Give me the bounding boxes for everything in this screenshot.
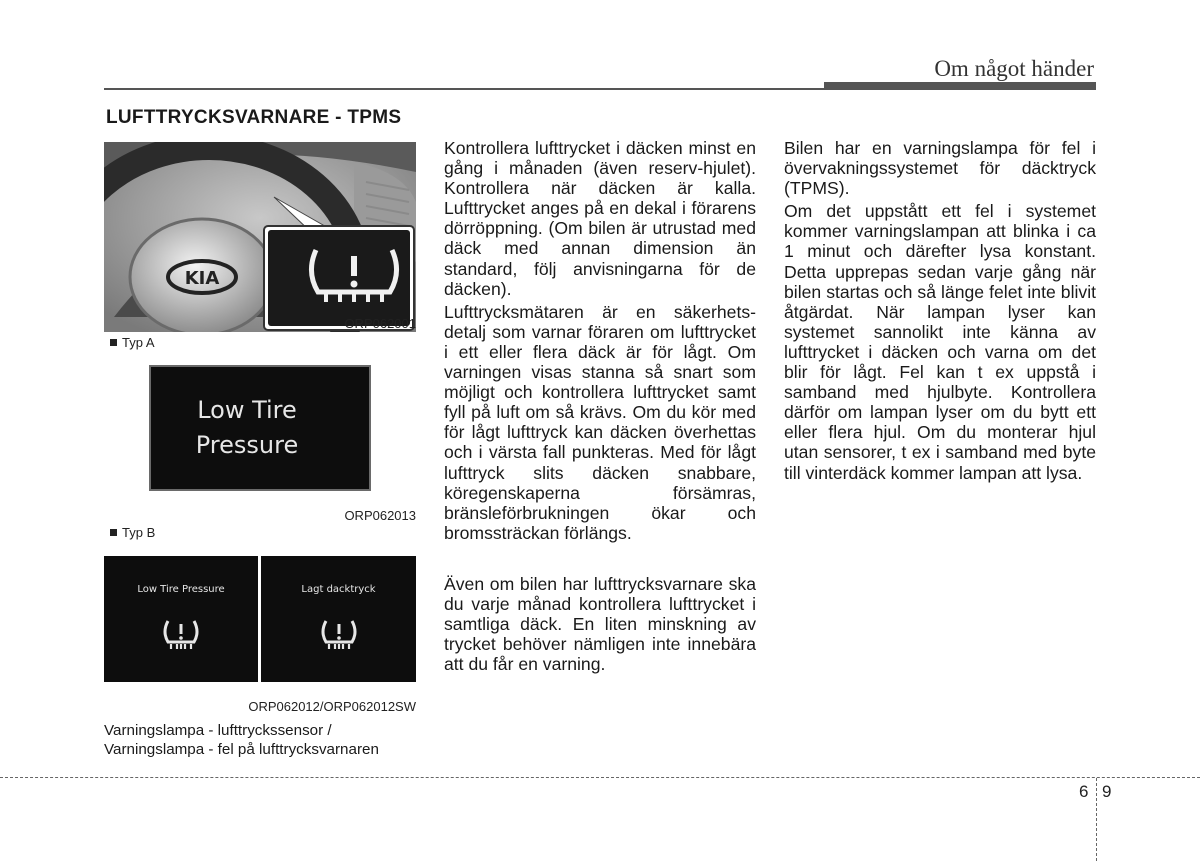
figure-caption: Varningslampa - lufttryckssensor / Varningslampa - fel på lufttrycksvarnaren (104, 722, 379, 758)
bullet-square-icon (110, 529, 117, 536)
display-swedish (261, 556, 416, 682)
type-a-label: Typ A (110, 335, 155, 350)
paragraph: Kontrollera lufttrycket i däcken minst en gång i månaden (även reserv-hjulet). Kontrollera när däcken är kalla. Lufttrycket anges på en dekal i förarens dörröppning. (Om bilen är utrustad med däck med annan dimension än standard, följ anvisningarna för de däcken). (444, 138, 756, 299)
kia-logo: KIA (184, 268, 220, 289)
page-number: 9 (1102, 782, 1112, 801)
figure-code-1: ORP062001 (344, 316, 416, 331)
text-column-2 (784, 138, 1096, 486)
tpms-warning-icon (304, 242, 404, 312)
low-tire-pressure-display (149, 365, 371, 491)
display-english (104, 556, 258, 682)
footer-divider (0, 777, 1200, 778)
paragraph: Bilen har en varningslampa för fel i övervakningssystemet för däcktryck (TPMS). (784, 138, 1096, 199)
tpms-warning-icon (320, 618, 358, 652)
display-text: Low Tire Pressure (195, 396, 299, 459)
figure-code-2: ORP062013 (344, 508, 416, 523)
tpms-warning-icon (162, 618, 200, 652)
section-title: LUFTTRYCKSVARNARE - TPMS (106, 107, 402, 128)
paragraph: Lufttrycksmätaren är en säkerhets-detalj som varnar föraren om lufttrycket i ett eller flera däck är för lågt. Om varningen visas stanna så snart som möjligt och kontrollera lufttrycket samt fyll på luft om så krävs. Om du kör med för lågt lufttryck kan däcken överhettas och i värsta fall punkteras. Med för lågt lufttryck slits däcken snabbare, köregenskaperna försämras, bränsleförbrukningen ökar och bromssträckan förlängs. (444, 301, 756, 543)
page-number-divider (1096, 778, 1097, 861)
paragraph: Även om bilen har lufttrycksvarnare ska du varje månad kontrollera lufttrycket i samtliga däck. En liten minskning av trycket behöver nämligen inte innebära att du får en varning. (444, 573, 756, 675)
chapter-number: 6 (1079, 782, 1089, 801)
header-bar (824, 82, 1096, 90)
bullet-square-icon (110, 339, 117, 346)
type-b-label: Typ B (110, 525, 155, 540)
figure-code-3: ORP062012/ORP062012SW (248, 699, 416, 714)
page-header-title: Om något händer (934, 56, 1094, 81)
display-text-swedish: Lagt dacktryck (301, 584, 376, 595)
text-column-1 (444, 138, 756, 677)
display-text-english: Low Tire Pressure (137, 584, 225, 595)
paragraph: Om det uppstått ett fel i systemet kommer varningslampan att blinka i ca 1 minut och därefter lysa konstant. Detta upprepas sedan varje gång när bilen startas och så länge felet inte blivit åtgärdat. När lampan lyser kan systemet sannolikt inte känna av lufttrycket i däcken och varna om det blir för lågt. Fel kan t ex uppstå i samband med hjulbyte. Kontrollera därför om lampan lyser om du bytt ett eller flera hjul. Om du monterar hjul utan sensorer, t ex i samband med byte till vinterdäck kommer lampan att lysa. (784, 201, 1096, 483)
header-rule (104, 88, 824, 90)
